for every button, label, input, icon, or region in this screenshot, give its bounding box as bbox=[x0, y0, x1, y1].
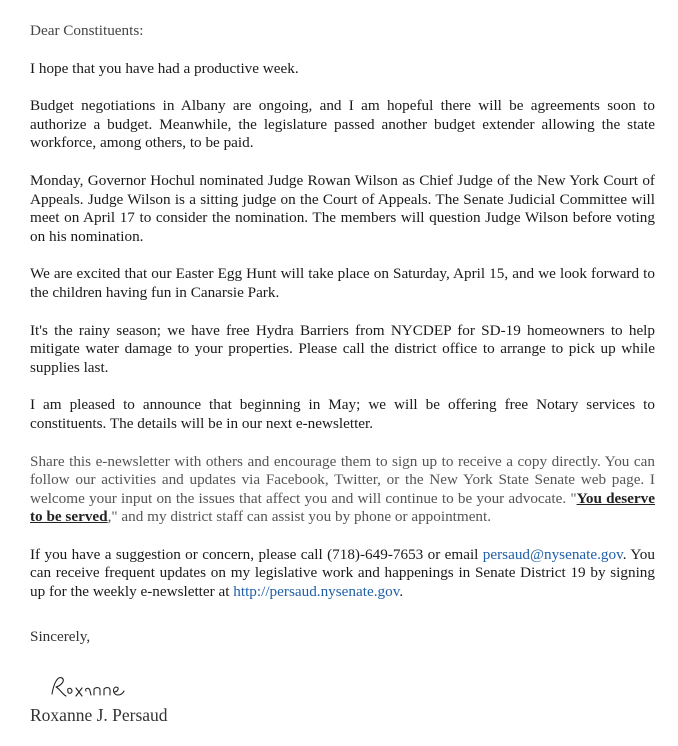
contact-text-1: If you have a suggestion or concern, please call (718)-649-7653 or email bbox=[30, 545, 483, 563]
share-end: ," and my district staff can assist you by phone or appointment. bbox=[107, 508, 492, 526]
paragraph-intro: I hope that you have had a productive week. bbox=[30, 59, 299, 77]
website-link[interactable]: http://persaud.nysenate.gov bbox=[233, 583, 400, 601]
share-text: Share this e-newsletter with others and encourage them to sign up to receive a copy directly. You can follow our activities and updates via Facebook, Twitter, or the New York State Senate web page. I welcome your input on the issues that affect you and will continue to be your advocate. " bbox=[30, 452, 655, 507]
paragraph-hydra: It's the rainy season; we have free Hydra Barriers from NYCDEP for SD-19 homeowners to help mitigate water damage to your properties. Please call the district office to arrange to pick up while supplies last. bbox=[30, 321, 655, 376]
closing: Sincerely, bbox=[30, 627, 91, 645]
paragraph-budget: Budget negotiations in Albany are ongoing, and I am hopeful there will be agreements soon to authorize a budget. Meanwhile, the legislature passed another budget extender allowing the state workforce, among others, to be paid. bbox=[30, 97, 655, 152]
contact-text-3: . bbox=[399, 583, 404, 601]
motto: You deserve to be served bbox=[30, 489, 655, 526]
letter-body bbox=[30, 22, 655, 646]
paragraph-easter: We are excited that our Easter Egg Hunt will take place on Saturday, April 15, and we look forward to the children having fun in Canarsie Park. bbox=[30, 265, 655, 301]
paragraph-notary: I am pleased to announce that beginning in May; we will be offering free Notary services to constituents. The details will be in our next e-newsletter. bbox=[30, 396, 655, 432]
paragraph-share bbox=[30, 453, 655, 527]
paragraph-contact bbox=[30, 546, 655, 602]
signer-name: Roxanne J. Persaud bbox=[30, 705, 168, 725]
greeting: Dear Constituents: bbox=[30, 22, 144, 39]
paragraph-judge: Monday, Governor Hochul nominated Judge Rowan Wilson as Chief Judge of the New York Court of Appeals. Judge Wilson is a sitting judge on the Court of Appeals. The Senate Judicial Committee will meet on April 17 to consider the nomination. The members will question Judge Wilson before voting on his nomination. bbox=[30, 171, 655, 245]
email-link[interactable]: persaud@nysenate.gov bbox=[482, 545, 623, 563]
contact-text-2: . You can receive frequent updates on my legislative work and happenings in Senate District 19 by signing up for the weekly e-newsletter at bbox=[30, 545, 655, 601]
signature-image bbox=[48, 672, 128, 702]
